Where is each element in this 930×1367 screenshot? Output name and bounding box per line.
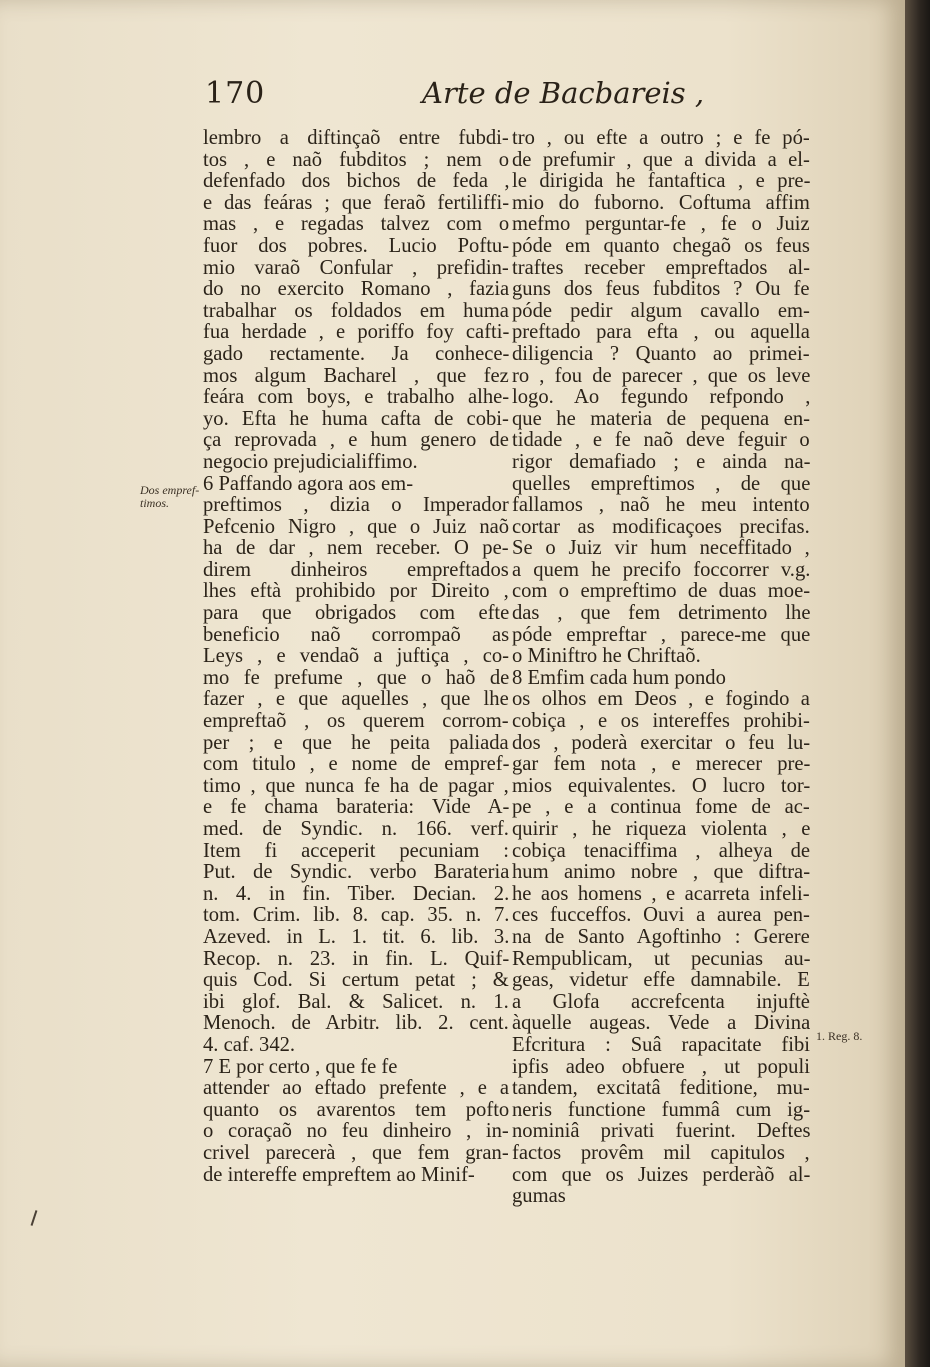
- text-line: defenfado dos bichos de feda ,: [203, 170, 510, 193]
- text-line: negocio prejudicialiffimo.: [203, 450, 418, 473]
- text-line: de prefumir , que a divida a el-: [512, 148, 810, 171]
- text-line: ces fucceffos. Ouvi a aurea pen-: [512, 904, 810, 927]
- right-text-column: [512, 128, 810, 1208]
- text-line: 7 E por certo , que fe fe: [203, 1055, 398, 1078]
- text-line: trabalhar os foldados em huma: [203, 299, 509, 322]
- text-line: ro , fou de parecer , que os leve: [512, 364, 811, 387]
- text-line: póde em quanto chegaõ os feus: [512, 234, 810, 257]
- text-line: os olhos em Deos , e fogindo a: [512, 688, 810, 711]
- text-line: lembro a diftinçaõ entre fubdi-: [203, 127, 509, 149]
- text-line: yo. Efta he huma cafta de cobi-: [203, 407, 509, 430]
- text-line: com titulo , e nome de empref-: [203, 753, 510, 776]
- text-line: quis Cod. Si certum petat ; &: [203, 969, 509, 992]
- text-line: hum animo nobre , que diftra-: [512, 861, 811, 884]
- text-line: póde pedir algum cavallo em-: [512, 299, 810, 322]
- text-line: mio do fuborno. Coftuma affim: [512, 191, 810, 214]
- left-text-column: [203, 128, 509, 1186]
- text-line: pe , e a continua fome de ac-: [512, 796, 810, 819]
- text-line: tom. Crim. lib. 8. cap. 35. n. 7.: [203, 904, 510, 927]
- text-line: fua herdade , e poriffo foy cafti-: [203, 321, 510, 344]
- text-line: 6 Paffando agora aos em-: [203, 472, 414, 495]
- text-line: o coraçaõ no feu dinheiro , in-: [203, 1120, 509, 1143]
- text-line: fallamos , naõ he meu intento: [512, 494, 810, 517]
- text-line: Leys , e vendaõ a juftiça , co-: [203, 645, 510, 668]
- text-line: Recop. n. 23. in fin. L. Quif-: [203, 947, 510, 970]
- text-line: ça reprovada , e hum genero de: [203, 429, 509, 452]
- text-line: crivel parecerà , que fem gran-: [203, 1141, 509, 1164]
- margin-note-reg: 1. Reg. 8.: [816, 1029, 863, 1043]
- text-line: lhes eftà prohibido por Direito ,: [203, 580, 509, 603]
- text-line: med. de Syndic. n. 166. verf.: [203, 818, 509, 840]
- text-line: a quem he precifo foccorrer v.g.: [512, 558, 811, 581]
- text-line: fazer , e que aquelles , que lhe: [203, 688, 509, 711]
- text-line: Menoch. de Arbitr. lib. 2. cent.: [203, 1012, 509, 1035]
- text-line: mo fe prefume , que o haõ de: [203, 666, 510, 689]
- text-line: timo , que nunca fe ha de pagar ,: [203, 774, 509, 797]
- text-line: Rempublicam, ut pecunias au-: [512, 947, 811, 970]
- text-line: de intereffe empreftem ao Minif-: [203, 1163, 475, 1186]
- text-line: preftimos , dizia o Imperador: [203, 494, 509, 517]
- text-line: Put. de Syndic. verbo Barateria: [203, 861, 510, 884]
- text-line: mas , e regadas talvez com o: [203, 213, 510, 236]
- text-line: tidade , e fe naõ deve feguir o: [512, 429, 810, 452]
- text-line: Efcritura : Suâ rapacitate fibi: [512, 1033, 811, 1056]
- text-line: na de Santo Agoftinho : Gerere: [512, 925, 810, 948]
- page-number: 170: [205, 76, 266, 111]
- text-line: direm dinheiros empreftados: [203, 558, 509, 581]
- text-line: 8 Emfim cada hum pondo: [512, 666, 726, 689]
- text-line: ipfis adeo obfuere , ut populi: [512, 1055, 810, 1078]
- text-line: cobiça tenaciffima , alheya de: [512, 839, 811, 862]
- text-line: póde empreftar , parece-me que: [512, 623, 811, 646]
- text-line: Azeved. in L. 1. tit. 6. lib. 3.: [203, 925, 510, 948]
- text-line: logo. Ao fegundo refpondo ,: [512, 386, 811, 409]
- text-line: mefmo perguntar-fe , fe o Juiz: [512, 213, 810, 236]
- text-line: quirir , he riqueza violenta , e: [512, 818, 811, 840]
- text-line: guns dos feus fubditos ? Ou fe: [512, 278, 810, 301]
- text-line: quelles empreftimos , de que: [512, 472, 811, 495]
- text-line: e fe chama barateria: Vide A-: [203, 796, 510, 819]
- text-line: gar fem nota , e merecer pre-: [512, 753, 811, 776]
- text-line: neris functione fummâ cum ig-: [512, 1098, 811, 1121]
- margin-note-line: Dos empref-: [140, 483, 200, 497]
- text-line: do no exercito Romano , fazia: [203, 278, 510, 301]
- text-line: factos provêm mil capitulos ,: [512, 1141, 810, 1164]
- text-line: rigor demafiado ; e ainda na-: [512, 450, 811, 473]
- text-line: dos , poderà exercitar o feu lu-: [512, 731, 811, 754]
- margin-note-line: timos.: [140, 496, 170, 510]
- text-line: attender ao eftado prefente , e a: [203, 1077, 509, 1100]
- text-line: tandem, excitatâ feditione, mu-: [512, 1077, 810, 1100]
- text-line: diligencia ? Quanto ao primei-: [512, 342, 810, 365]
- stray-ink-mark: [31, 1210, 38, 1226]
- text-line: ibi glof. Bal. & Salicet. n. 1.: [203, 990, 509, 1013]
- book-spine: [905, 0, 930, 1367]
- text-line: e das feáras ; que feraõ fertiliffi-: [203, 191, 510, 214]
- text-line: com o empreftimo de duas moe-: [512, 580, 811, 603]
- text-line: mio varaõ Confular , prefidin-: [203, 256, 509, 279]
- text-line: n. 4. in fin. Tiber. Decian. 2.: [203, 882, 510, 905]
- text-line: que he materia de pequena en-: [512, 407, 810, 430]
- text-line: quanto os avarentos tem pofto: [203, 1098, 510, 1121]
- text-line: geas, videtur effe damnabile. E: [512, 969, 810, 992]
- text-line: beneficio naõ corrompaõ as: [203, 623, 510, 646]
- text-line: gumas: [512, 1185, 566, 1208]
- text-line: ha de dar , nem receber. O pe-: [203, 537, 509, 560]
- text-line: traftes receber empreftados al-: [512, 256, 810, 279]
- text-line: cobiça , e os intereffes prohibi-: [512, 710, 810, 733]
- text-line: he aos homens , e acarreta infeli-: [512, 882, 810, 905]
- book-title: Arte de Bacbareis ,: [422, 76, 705, 110]
- text-line: empreftaõ , os querem corrom-: [203, 710, 509, 733]
- text-line: com que os Juizes perderàõ al-: [512, 1163, 811, 1186]
- text-line: para que obrigados com efte: [203, 602, 510, 625]
- text-line: le dirigida he fantaftica , e pre-: [512, 170, 811, 193]
- text-line: àquelle augeas. Vede a Divina: [512, 1012, 811, 1035]
- text-line: cortar as modificaçoes precifas.: [512, 515, 810, 538]
- text-line: Pefcenio Nigro , que o Juiz naõ: [203, 515, 510, 538]
- text-line: gado rectamente. Ja conhece-: [203, 342, 510, 365]
- text-line: Item fi acceperit pecuniam :: [203, 839, 509, 862]
- text-line: o Miniftro he Chriftaõ.: [512, 645, 701, 668]
- text-line: tro , ou efte a outro ; e fe pó-: [512, 127, 810, 149]
- text-line: mos algum Bacharel , que fez: [203, 364, 509, 387]
- text-line: a Glofa accrefcenta injuftè: [512, 990, 810, 1013]
- text-line: tos , e naõ fubditos ; nem o: [203, 148, 510, 171]
- text-line: per ; e que he peita paliada: [203, 731, 509, 754]
- text-line: nominiâ privati fuerint. Deftes: [512, 1120, 811, 1143]
- text-line: mios equivalentes. O lucro tor-: [512, 774, 811, 797]
- text-line: fuor dos pobres. Lucio Poftu-: [203, 234, 510, 257]
- running-head: [200, 76, 705, 116]
- text-line: 4. caf. 342.: [203, 1033, 296, 1056]
- text-line: feára com boys, e trabalho alhe-: [203, 386, 510, 409]
- text-line: preftado para efta , ou aquella: [512, 321, 810, 344]
- text-line: das , que fem detrimento lhe: [512, 602, 811, 625]
- text-line: Se o Juiz vir hum neceffitado ,: [512, 537, 810, 560]
- margin-note-emprestimos: [140, 484, 202, 510]
